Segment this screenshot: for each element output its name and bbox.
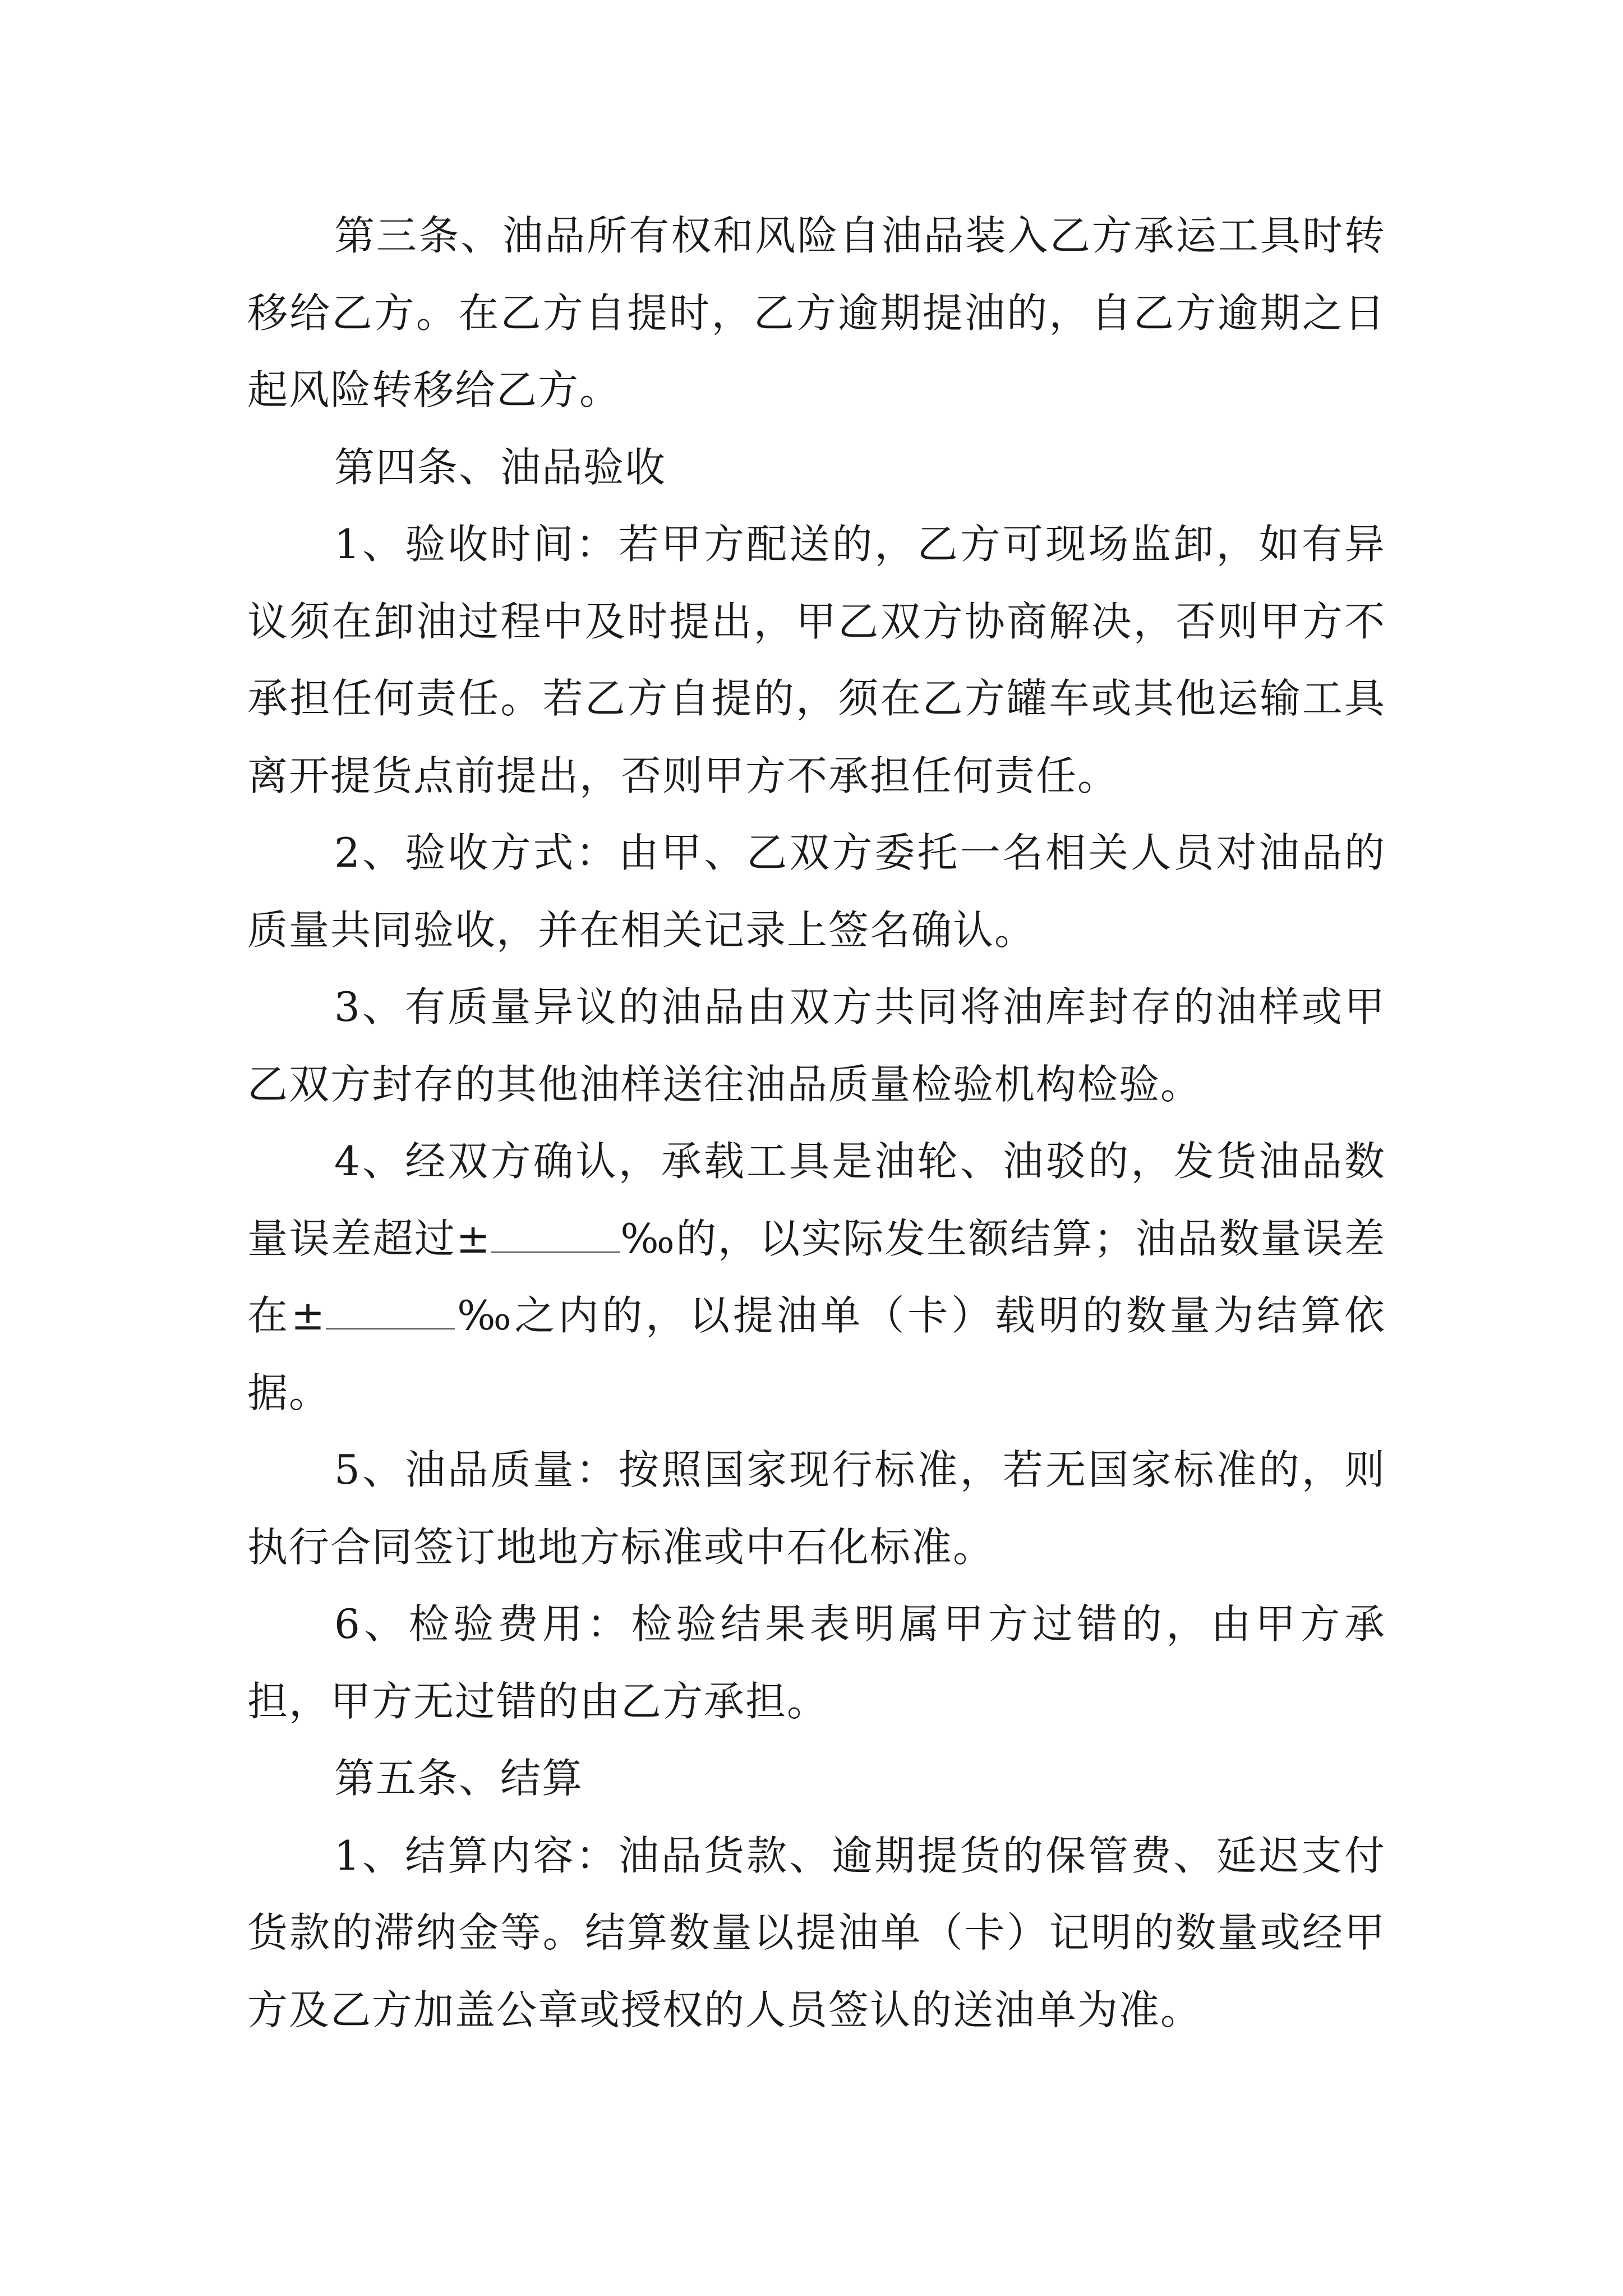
clause-4-item-4 — [247, 1123, 1386, 1432]
clause-4-heading: 第四条、油品验收 — [334, 443, 667, 491]
clause-4-item-3: 3、有质量异议的油品由双方共同将油库封存的油样或甲乙双方封存的其他油样送往油品质量检验机构检验。 — [247, 983, 1386, 1108]
clause-4-item-4-part-3: ‰之内的，以提油单（卡）载明的数量为结算依据。 — [247, 1292, 1386, 1416]
clause-3-paragraph: 第三条、油品所有权和风险自油品装入乙方承运工具时转移给乙方。在乙方自提时，乙方逾期提油的，自乙方逾期之日起风险转移给乙方。 — [247, 212, 1386, 413]
fill-blank-1 — [491, 1223, 620, 1253]
clause-4-item-1: 1、验收时间：若甲方配送的，乙方可现场监卸，如有异议须在卸油过程中及时提出，甲乙双方协商解决，否则甲方不承担任何责任。若乙方自提的，须在乙方罐车或其他运输工具离开提货点前提出，否则甲方不承担任何责任。 — [247, 521, 1386, 799]
clause-4-item-2: 2、验收方式：由甲、乙双方委托一名相关人员对油品的质量共同验收，并在相关记录上签名确认。 — [247, 829, 1386, 954]
clause-4-item-5: 5、油品质量：按照国家现行标准，若无国家标准的，则执行合同签订地地方标准或中石化标准。 — [247, 1446, 1386, 1571]
clause-5-item-1: 1、结算内容：油品货款、逾期提货的保管费、延迟支付货款的滞纳金等。结算数量以提油单（卡）记明的数量或经甲方及乙方加盖公章或授权的人员签认的送油单为准。 — [247, 1832, 1386, 2033]
clause-4-item-4-part-1: 4、经双方确认，承载工具是油轮、油驳的，发货油品数量误差超过± — [247, 1138, 1386, 1262]
clause-4-item-6: 6、检验费用：检验结果表明属甲方过错的，由甲方承担，甲方无过错的由乙方承担。 — [247, 1600, 1386, 1725]
fill-blank-2 — [326, 1300, 455, 1329]
clause-5-heading: 第五条、结算 — [334, 1755, 584, 1802]
contract-body — [247, 197, 1386, 2049]
clause-4-item-4-part-2: ‰的，以实际发生额结算；油品数量误差在± — [247, 1214, 1386, 1339]
